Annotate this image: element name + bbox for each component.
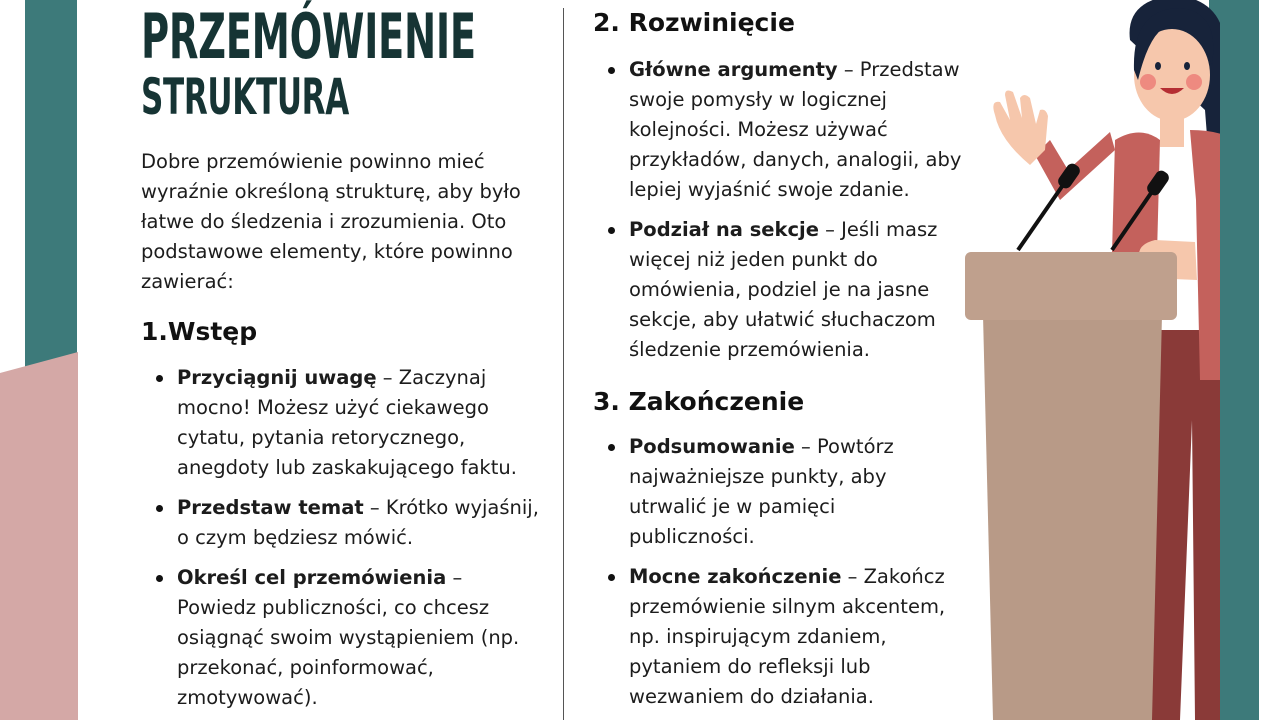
list-item [593, 432, 965, 552]
list-item [593, 562, 965, 712]
item-term: Mocne zakończenie [629, 565, 842, 588]
item-term: Podział na sekcje [629, 218, 819, 241]
section-list-body [593, 55, 965, 375]
item-term: Główne argumenty [629, 58, 838, 81]
raised-hand [993, 91, 1048, 165]
section-list-intro [141, 363, 541, 723]
item-term: Przyciągnij uwagę [177, 366, 377, 389]
item-text: – Krótko wyjaśnij, o czym będziesz mówić. [177, 496, 539, 549]
title-line-2: STRUKTURA [141, 68, 349, 126]
intro-paragraph: Dobre przemówienie powinno mieć wyraźnie określoną strukturę, aby było łatwe do śledzenia i zrozumienia. Oto podstawowe elementy, które powinno zawierać: [141, 150, 521, 293]
title-line-1: PRZEMÓWIENIE [141, 0, 476, 73]
left-eye [1155, 62, 1161, 70]
left-cheek [1140, 74, 1156, 90]
item-term: Podsumowanie [629, 435, 795, 458]
item-text: – Zaczynaj mocno! Możesz użyć ciekawego cytatu, pytania retorycznego, anegdoty lub zaskakującego faktu. [177, 366, 517, 479]
list-item [141, 563, 541, 713]
list-item [141, 493, 541, 553]
section-heading-conclusion: 3. Zakończenie [593, 387, 805, 416]
column-divider [563, 8, 564, 720]
right-margin [1259, 0, 1279, 720]
item-text: – Jeśli masz więcej niż jeden punkt do omówienia, podziel je na jasne sekcje, aby ułatwić słuchaczom śledzenie przemówienia. [629, 218, 938, 361]
section-list-conclusion [593, 432, 965, 722]
list-item [593, 215, 965, 365]
item-text: – Zakończ przemówienie silnym akcentem, np. inspirującym zdaniem, pytaniem do refleksji lub wezwaniem do działania. [629, 565, 946, 708]
section-heading-intro: 1.Wstęp [141, 317, 258, 346]
item-text: – Powtórz najważniejsze punkty, aby utrwalić je w pamięci publiczności. [629, 435, 894, 548]
right-eye [1184, 62, 1190, 70]
speaker-illustration [960, 0, 1220, 720]
right-cheek [1186, 74, 1202, 90]
section-heading-body: 2. Rozwinięcie [593, 8, 795, 37]
list-item [141, 363, 541, 483]
item-text: – Przedstaw swoje pomysły w logicznej kolejności. Możesz używać przykładów, danych, analogii, aby lepiej wyjaśnić swoje zdanie. [629, 58, 962, 201]
page-title [141, 0, 476, 126]
podium-stand [983, 315, 1162, 720]
item-term: Określ cel przemówienia [177, 566, 447, 589]
list-item [593, 55, 965, 205]
item-text: – Powiedz publiczności, co chcesz osiągnąć swoim wystąpieniem (np. przekonać, poinformować, zmotywować). [177, 566, 520, 709]
podium-top [965, 252, 1177, 320]
item-term: Przedstaw temat [177, 496, 364, 519]
